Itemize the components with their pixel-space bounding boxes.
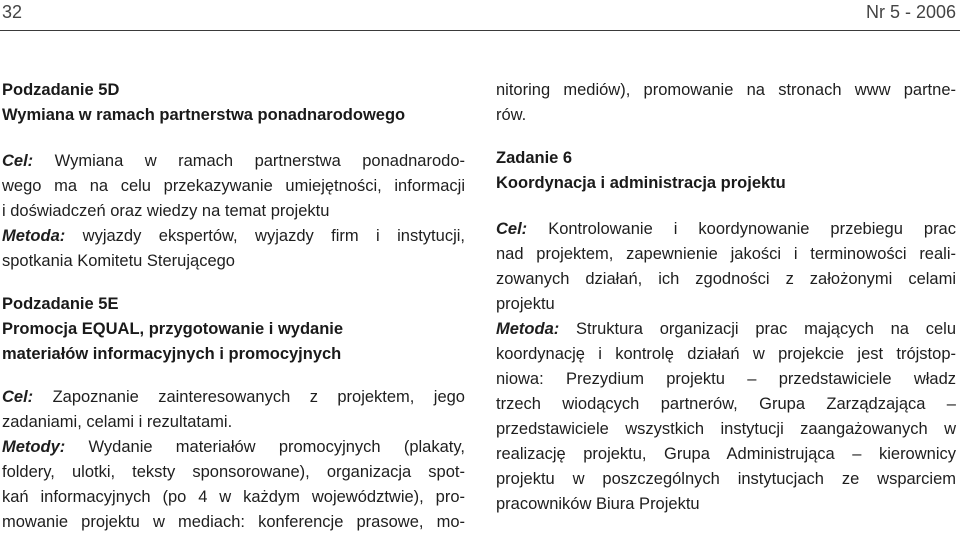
- task-6-method-line: koordynację i kontrolę działań w projekcie jest trójstop-: [496, 345, 956, 363]
- task-6-goal-line: zowanych działań, ich zgodności z założonymi celami: [496, 270, 956, 288]
- subtask-5d-method-line: Metoda: wyjazdy ekspertów, wyjazdy firm i instytucji,: [2, 227, 465, 245]
- task-6-method-line: niowa: Prezydium projektu – przedstawiciele władz: [496, 370, 956, 388]
- task-6-method-line: realizację projektu, Grupa Administrująca – kierownicy: [496, 445, 956, 463]
- task-6-goal-line: projektu: [496, 295, 555, 313]
- continuation-line: nitoring mediów), promowanie na stronach www partne-: [496, 81, 956, 99]
- task-6-method-line: Metoda: Struktura organizacji prac mających na celu: [496, 320, 956, 338]
- task-6-method-line: trzech wiodących partnerów, Grupa Zarządzająca –: [496, 395, 956, 413]
- subtask-5e-title: Promocja EQUAL, przygotowanie i wydanie: [2, 320, 344, 338]
- method-label: Metoda:: [2, 227, 66, 245]
- task-6-goal-line: nad projektem, zapewnienie jakości i terminowości reali-: [496, 245, 956, 263]
- subtask-5e-goal-line: Cel: Zapoznanie zainteresowanych z projektem, jego: [2, 388, 465, 406]
- task-6-section: [496, 146, 956, 517]
- method-label: Metoda:: [496, 320, 560, 338]
- subtask-5e-goal-line: zadaniami, celami i rezultatami.: [2, 413, 233, 431]
- subtask-5e-methods-line: Metody: Wydanie materiałów promocyjnych (plakaty,: [2, 438, 465, 456]
- page-number: 32: [2, 2, 23, 22]
- task-6-title: Koordynacja i administracja projektu: [496, 174, 786, 192]
- task-6-method-line: przedstawiciele wszystkich instytucji zaangażowanych w: [496, 420, 956, 438]
- subtask-5d-goal-line: i doświadczeń oraz wiedzy na temat projektu: [2, 202, 330, 220]
- subtask-5d-goal-line: Cel: Wymiana w ramach partnerstwa ponadnarodo-: [2, 152, 465, 170]
- header-rule: [0, 30, 960, 31]
- goal-label: Cel:: [496, 220, 528, 238]
- subtask-5d-title: Wymiana w ramach partnerstwa ponadnarodowego: [2, 106, 406, 124]
- subtask-5e-section: [2, 292, 465, 535]
- goal-label: Cel:: [2, 152, 34, 170]
- task-6-method-line: pracowników Biura Projektu: [496, 495, 700, 513]
- task-6-method-line: projektu w poszczególnych instytucjach ze wsparciem: [496, 470, 956, 488]
- issue-number: Nr 5 - 2006: [865, 2, 956, 22]
- subtask-5e-methods-line: foldery, ulotki, teksty sponsorowane), organizacja spot-: [2, 463, 465, 481]
- task-6-goal-line: Cel: Kontrolowanie i koordynowanie przebiegu prac: [496, 220, 956, 238]
- subtask-5e-methods-line: kań informacyjnych (po 4 w każdym województwie), pro-: [2, 488, 465, 506]
- subtask-5e-title: materiałów informacyjnych i promocyjnych: [2, 345, 342, 363]
- page-header: [0, 0, 960, 28]
- right-column: [496, 78, 956, 517]
- goal-label: Cel:: [2, 388, 34, 406]
- subtask-5d-section: [2, 78, 465, 274]
- subtask-5d-method-line: spotkania Komitetu Sterującego: [2, 252, 235, 270]
- left-column: [2, 78, 465, 535]
- methods-label: Metody:: [2, 438, 66, 456]
- subtask-5d-goal-line: wego ma na celu przekazywanie umiejętności, informacji: [2, 177, 465, 195]
- task-6-heading: Zadanie 6: [496, 149, 573, 167]
- continuation-line: rów.: [496, 106, 527, 124]
- subtask-5d-heading: Podzadanie 5D: [2, 81, 120, 99]
- subtask-5e-methods-line: mowanie projektu w mediach: konferencje prasowe, mo-: [2, 513, 465, 531]
- subtask-5e-heading: Podzadanie 5E: [2, 295, 119, 313]
